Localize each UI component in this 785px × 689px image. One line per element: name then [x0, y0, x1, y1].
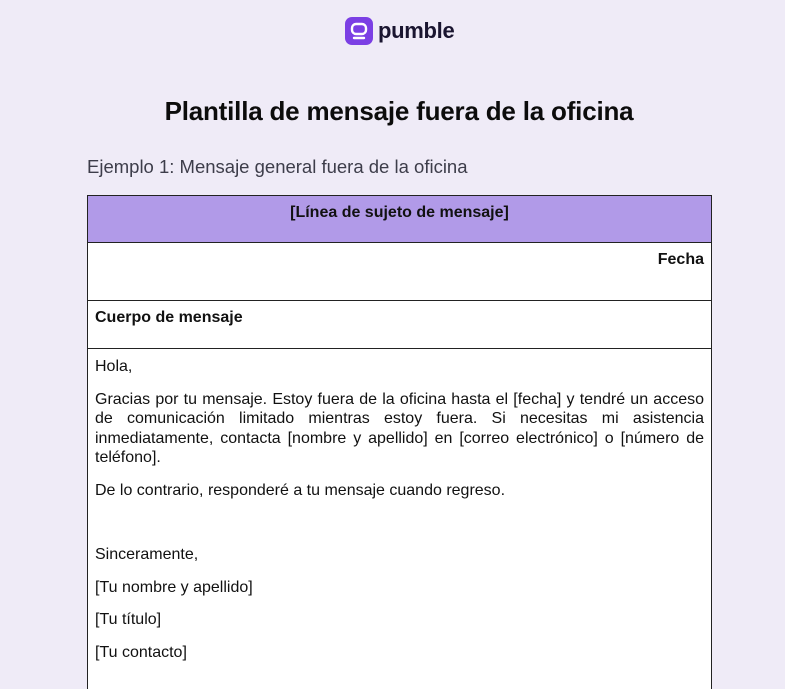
body-spacer [95, 513, 704, 545]
signature-contact: [Tu contacto] [95, 643, 187, 661]
example-title: Ejemplo 1: Mensaje general fuera de la oficina [87, 156, 468, 177]
pumble-logo [345, 16, 454, 46]
body-cell [88, 349, 712, 689]
date-row [88, 243, 712, 301]
closing-text: Sinceramente, [95, 546, 199, 563]
body-row [88, 349, 712, 689]
body-heading-row [88, 301, 712, 349]
greeting-text: Hola, [95, 358, 133, 375]
page-title: Plantilla de mensaje fuera de la oficina [164, 96, 634, 126]
body-paragraph-2: De lo contrario, responderé a tu mensaje cuando regreso. [95, 481, 506, 499]
date-cell: Fecha [88, 243, 712, 301]
pumble-logo-icon [345, 17, 373, 45]
pumble-logo-text: pumble [378, 18, 455, 43]
subject-row [88, 196, 712, 243]
signature-title: [Tu título] [95, 611, 162, 628]
body-paragraph-1: Gracias por tu mensaje. Estoy fuera de la oficina hasta el [fecha] y tendré un acceso de comunicación limitado mientras estoy fuera. Si necesitas mi asistencia inmediatamente, contacta [nombre y apellido] en [correo electrónico] o [número de teléfono]. [95, 390, 704, 466]
subject-line-cell: [Línea de sujeto de mensaje] [88, 196, 712, 243]
body-heading-cell: Cuerpo de mensaje [88, 301, 712, 349]
message-template-table [87, 195, 712, 689]
signature-name: [Tu nombre y apellido] [95, 578, 253, 596]
